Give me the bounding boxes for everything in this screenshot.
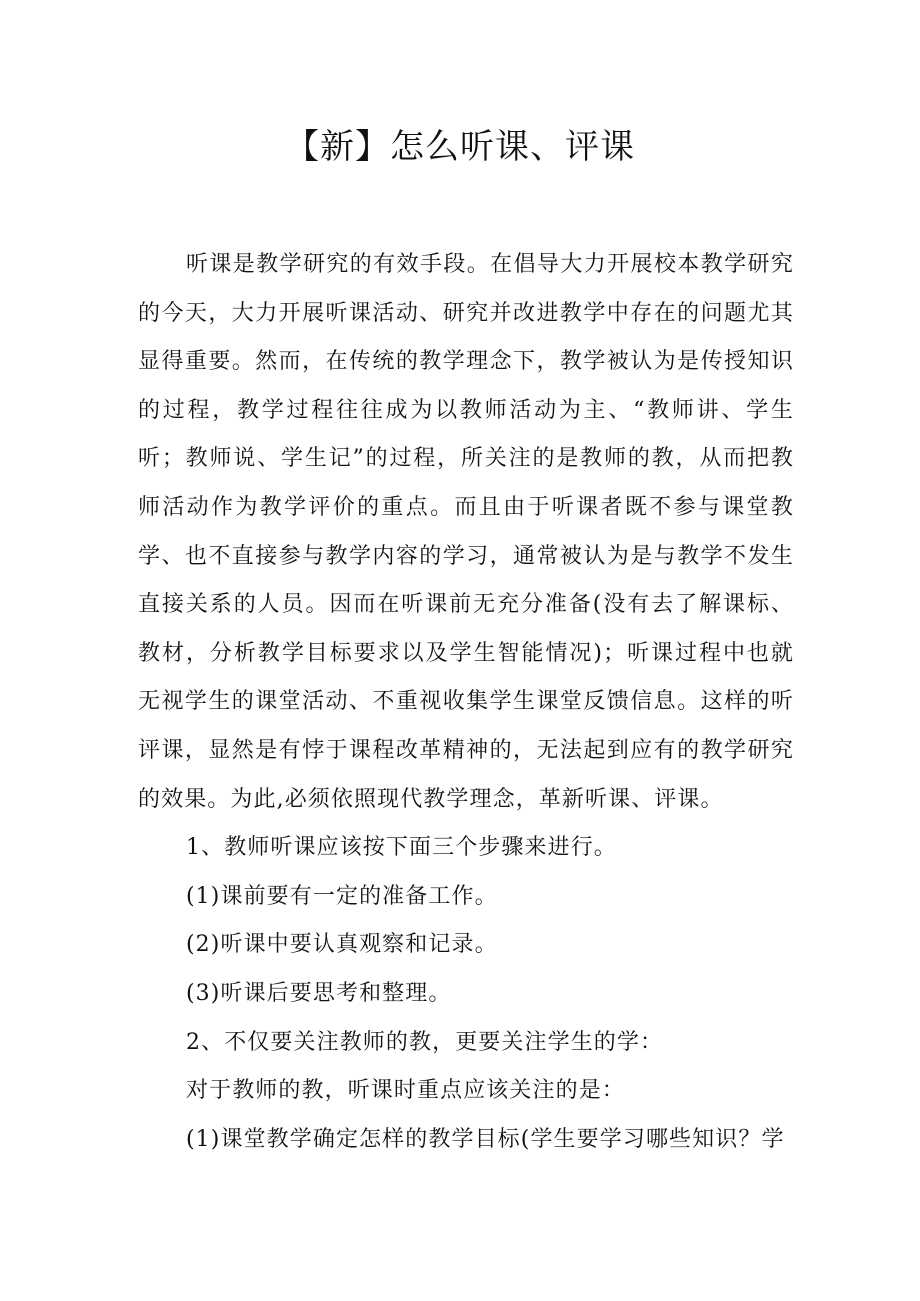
step-heading-1: 1、教师听课应该按下面三个步骤来进行。: [186, 835, 617, 861]
intro-paragraph: 听课是教学研究的有效手段。在倡导大力开展校本教学研究的今天，大力开展听课活动、研究并改进教学中存在的问题尤其显得重要。然而，在传统的教学理念下，教学被认为是传授知识的过程，教学过程往往成为以教师活动为主、“教师讲、学生听；教师说、学生记”的过程，所关注的是教师的教，从而把教师活动作为教学评价的重点。而且由于听课者既不参与课堂教学、也不直接参与教学内容的学习，通常被认为是与教学不发生直接关系的人员。因而在听课前无充分准备(没有去了解课标、教材，分析教学目标要求以及学生智能情况)；听课过程中也就无视学生的课堂活动、不重视收集学生课堂反馈信息。这样的听评课，显然是有悖于课程改革精神的，无法起到应有的教学研究的效果。为此,必须依照现代教学理念，革新听课、评课。: [138, 252, 794, 812]
list-item: (2)听课中要认真观察和记录。: [186, 932, 498, 958]
document-title: 【新】怎么听课、评课: [285, 127, 635, 167]
step-heading-2: 2、不仅要关注教师的教，更要关注学生的学：: [186, 1029, 664, 1055]
list-item: (1)课堂教学确定怎样的教学目标(学生要学习哪些知识？学: [186, 1126, 785, 1152]
list-item: (1)课前要有一定的准备工作。: [186, 883, 498, 909]
list-item: (3)听课后要思考和整理。: [186, 980, 452, 1006]
focus-intro: 对于教师的教，听课时重点应该关注的是：: [186, 1078, 625, 1104]
document-body: [138, 241, 794, 1164]
